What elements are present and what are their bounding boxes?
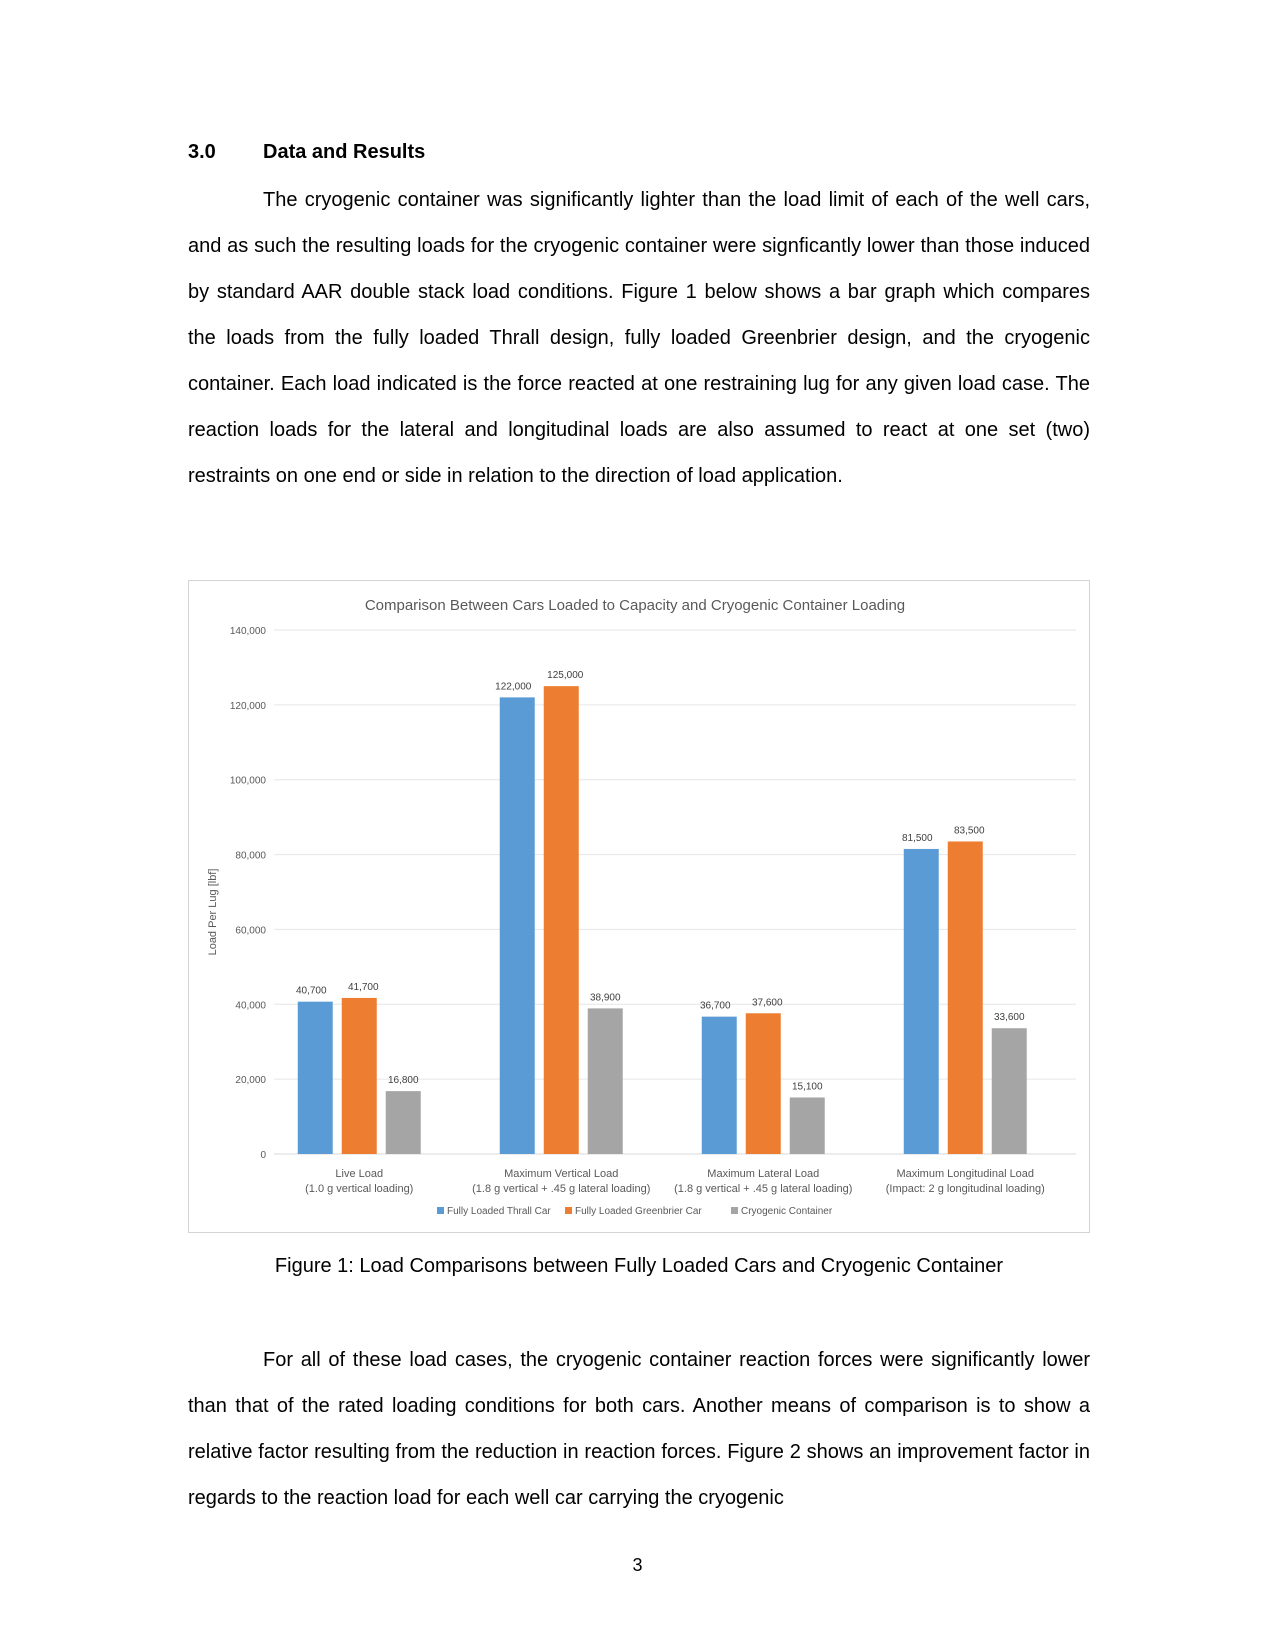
data-label: 40,700: [295, 985, 327, 997]
y-tick-label: 20,000: [235, 1075, 266, 1087]
y-tick-label: 0: [260, 1150, 266, 1161]
bar: [746, 1013, 781, 1154]
bar: [500, 697, 535, 1154]
section-number: 3.0: [188, 141, 216, 163]
bar: [342, 998, 377, 1154]
bar: [386, 1091, 421, 1154]
y-tick-label: 80,000: [235, 850, 266, 862]
legend-entry: Fully Loaded Greenbrier Car: [575, 1206, 702, 1217]
legend-swatch: [565, 1207, 572, 1214]
data-label: 15,100: [791, 1081, 823, 1093]
bar: [544, 686, 579, 1154]
paragraph-text: For all of these load cases, the cryogenic container reaction forces were significantly lower than that of the rated loading conditions for both cars. Another means of comparison is to show a relative factor resulting from the reduction in reaction forces. Figure 2 shows an improvement factor in regards to the reaction load for each well car carrying the cryogenic: [188, 1349, 1090, 1509]
paragraph-text: The cryogenic container was significantly lighter than the load limit of each of the well cars, and as such the resulting loads for the cryogenic container were signficantly lower than those induced by standard AAR double stack load conditions. Figure 1 below shows a bar graph which compares the loads from the fully loaded Thrall design, fully loaded Greenbrier design, and the cryogenic container. Each load indicated is the force reacted at one restraining lug for any given load case. The reaction loads for the lateral and longitudinal loads are also assumed to react at one set (two) restraints on one end or side in relation to the direction of load application.: [188, 189, 1090, 487]
page-number: 3: [632, 1555, 643, 1575]
bar: [588, 1008, 623, 1154]
bar: [948, 841, 983, 1154]
category-sublabel: (Impact: 2 g longitudinal loading): [885, 1183, 1045, 1195]
category-label: Live Load: [335, 1168, 384, 1180]
bar: [992, 1028, 1027, 1154]
data-label: 41,700: [347, 981, 379, 993]
bar: [904, 849, 939, 1154]
data-label: 81,500: [901, 832, 933, 844]
data-label: 33,600: [993, 1012, 1025, 1024]
legend-entry: Fully Loaded Thrall Car: [447, 1206, 551, 1217]
category-label: Maximum Longitudinal Load: [896, 1168, 1035, 1180]
data-label: 122,000: [495, 681, 532, 693]
category-sublabel: (1.0 g vertical loading): [305, 1183, 414, 1195]
legend-entry: Cryogenic Container: [741, 1206, 833, 1217]
category-label: Maximum Lateral Load: [707, 1168, 820, 1180]
bar: [790, 1097, 825, 1154]
data-label: 83,500: [953, 825, 985, 837]
chart-canvas: [189, 581, 1089, 1232]
data-label: 36,700: [699, 1000, 731, 1012]
category-sublabel: (1.8 g vertical + .45 g lateral loading): [472, 1183, 651, 1195]
legend-swatch: [731, 1207, 738, 1214]
y-tick-label: 120,000: [229, 700, 266, 712]
bar-chart: [188, 580, 1090, 1233]
y-tick-label: 140,000: [229, 626, 266, 637]
category-label: Maximum Vertical Load: [504, 1168, 619, 1180]
section-heading: [188, 138, 425, 166]
legend-swatch: [437, 1207, 444, 1214]
y-tick-label: 60,000: [235, 925, 266, 937]
category-sublabel: (1.8 g vertical + .45 g lateral loading): [674, 1183, 853, 1195]
data-label: 37,600: [751, 997, 783, 1009]
data-label: 125,000: [547, 670, 584, 682]
section-title: Data and Results: [263, 141, 426, 163]
body-paragraph-1: [188, 177, 1090, 499]
bar: [702, 1017, 737, 1154]
data-label: 16,800: [387, 1075, 419, 1087]
body-paragraph-2: [188, 1337, 1090, 1521]
figure-caption: Figure 1: Load Comparisons between Fully Loaded Cars and Cryogenic Container: [274, 1255, 1004, 1277]
data-label: 38,900: [589, 992, 621, 1004]
y-axis-label: Load Per Lug [lbf]: [207, 868, 219, 956]
y-tick-label: 100,000: [229, 775, 266, 787]
chart-title: Comparison Between Cars Loaded to Capacity and Cryogenic Container Loading: [364, 597, 906, 614]
y-tick-label: 40,000: [235, 1000, 266, 1012]
bar: [298, 1002, 333, 1154]
